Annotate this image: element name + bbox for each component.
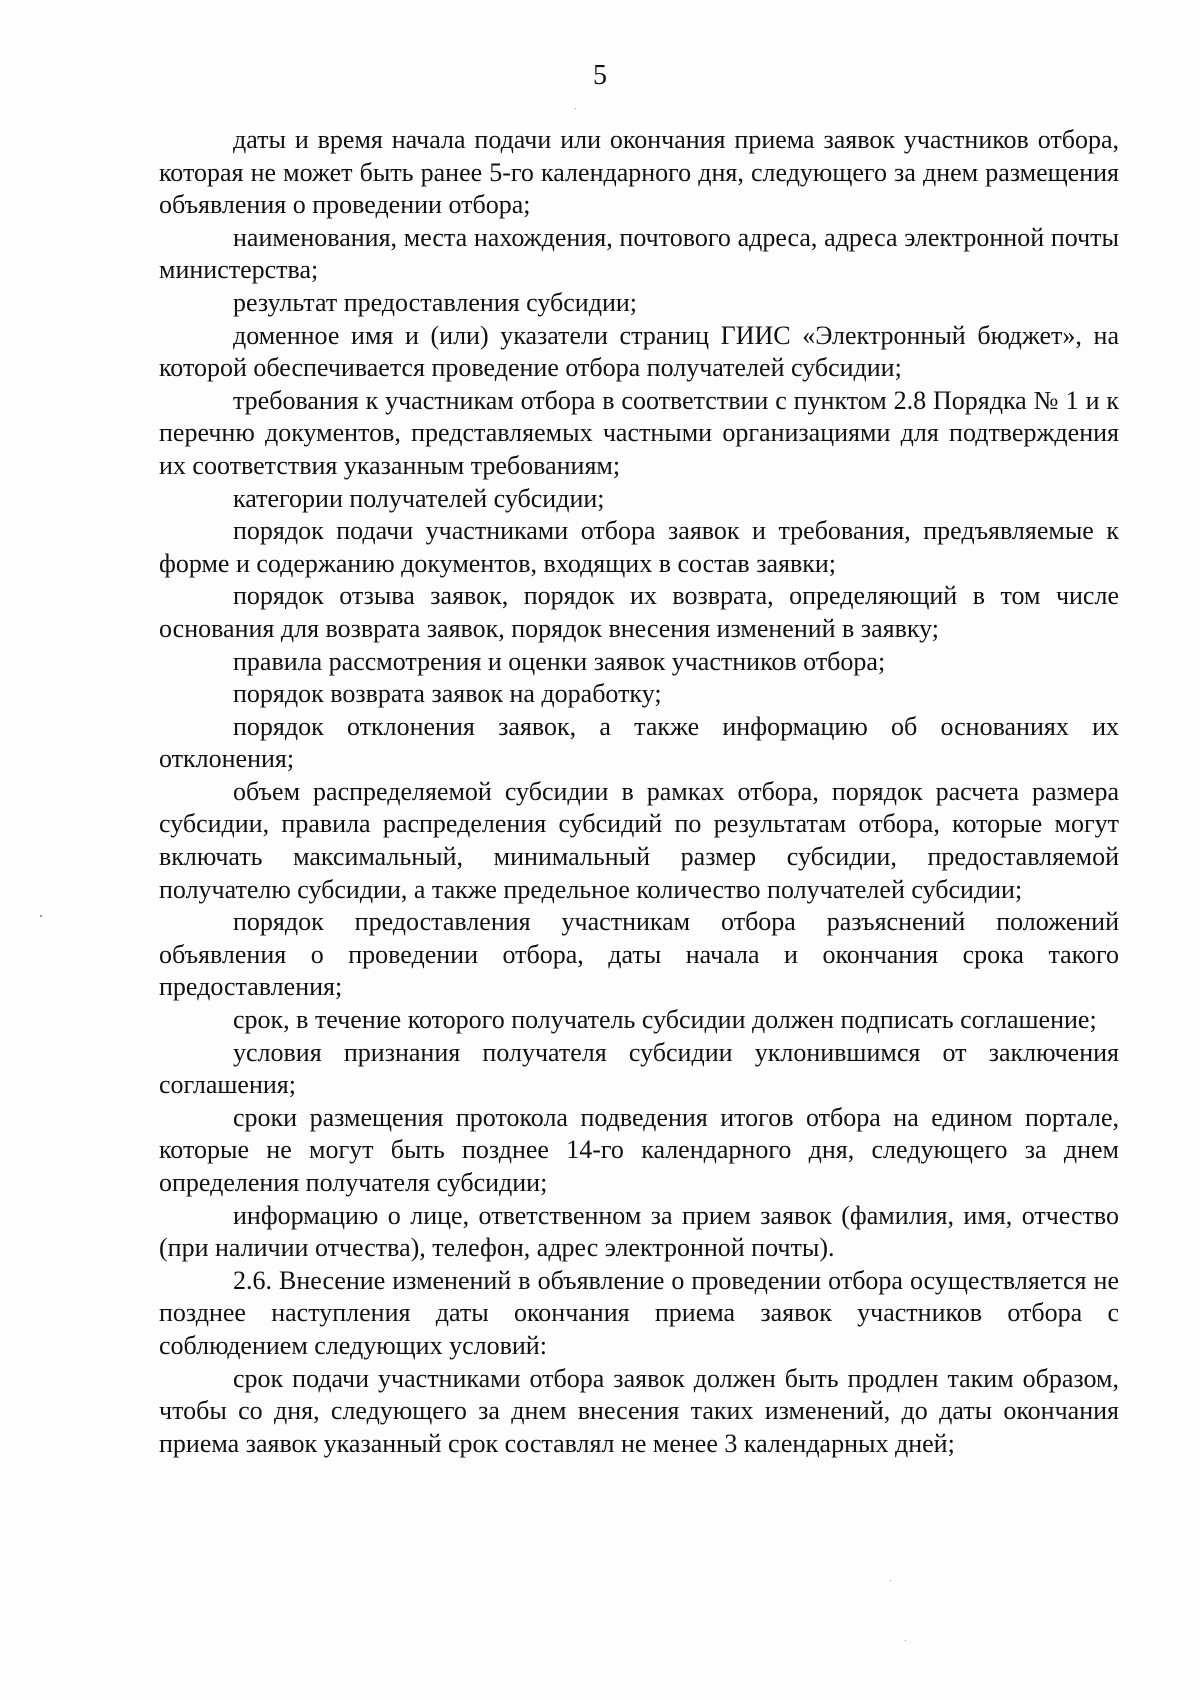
paragraph: 2.6. Внесение изменений в объявление о проведении отбора осуществляется не позднее наступления даты окончания приема заявок участников отбора с соблюдением следующих условий: [159, 1265, 1119, 1360]
paragraph: порядок отзыва заявок, порядок их возврата, определяющий в том числе основания для возврата заявок, порядок внесения изменений в заявку; [159, 581, 1119, 643]
paragraph: результат предоставления субсидии; [233, 287, 637, 317]
paragraph: порядок возврата заявок на доработку; [233, 679, 662, 709]
paragraph: правила рассмотрения и оценки заявок участников отбора; [233, 646, 886, 676]
scan-speck [890, 1580, 891, 1581]
paragraph: требования к участникам отбора в соответствии с пунктом 2.8 Порядка № 1 и к перечню документов, представляемых частными организациями для подтверждения их соответствия указанным требованиям; [159, 385, 1119, 480]
paragraph: наименования, места нахождения, почтового адреса, адреса электронной почты министерства; [159, 222, 1119, 285]
paragraph: объем распределяемой субсидии в рамках отбора, порядок расчета размера субсидии, правила распределения субсидий по результатам отбора, которые могут включать максимальный, минимальный размер субсидии, предоставляемой получателю субсидии, а также предельное количество получателей субсидии; [159, 776, 1119, 904]
paragraph: порядок предоставления участникам отбора разъяснений положений объявления о проведении отбора, даты начала и окончания срока такого предоставления; [159, 907, 1119, 1002]
paragraph: категории получателей субсидии; [233, 483, 605, 513]
paragraph: срок подачи участниками отбора заявок должен быть продлен таким образом, чтобы со дня, следующего за днем внесения таких изменений, до даты окончания приема заявок указанный срок составлял не менее 3 календарных дней; [159, 1363, 1119, 1458]
paragraph: сроки размещения протокола подведения итогов отбора на едином портале, которые не могут быть позднее 14-го календарного дня, следующего за днем определения получателя субсидии; [159, 1102, 1119, 1197]
scan-speck [575, 108, 576, 109]
paragraph: доменное имя и (или) указатели страниц ГИИС «Электронный бюджет», на которой обеспечивается проведение отбора получателей субсидии; [159, 320, 1119, 383]
paragraph: информацию о лице, ответственном за прием заявок (фамилия, имя, отчество (при наличии отчества), телефон, адрес электронной почты). [159, 1200, 1119, 1263]
scan-speck [40, 915, 42, 917]
paragraph: срок, в течение которого получатель субсидии должен подписать соглашение; [233, 1005, 1097, 1035]
paragraph: условия признания получателя субсидии уклонившимся от заключения соглашения; [159, 1037, 1119, 1100]
page-number: 5 [593, 60, 607, 91]
scan-speck [905, 1640, 906, 1641]
paragraph: порядок подачи участниками отбора заявок и требования, предъявляемые к форме и содержанию документов, входящих в состав заявки; [159, 516, 1119, 578]
document-body [159, 124, 1119, 1460]
paragraph: порядок отклонения заявок, а также информацию об основаниях их отклонения; [159, 711, 1119, 774]
paragraph: даты и время начала подачи или окончания приема заявок участников отбора, которая не может быть ранее 5-го календарного дня, следующего за днем размещения объявления о проведении отбора; [159, 125, 1119, 220]
